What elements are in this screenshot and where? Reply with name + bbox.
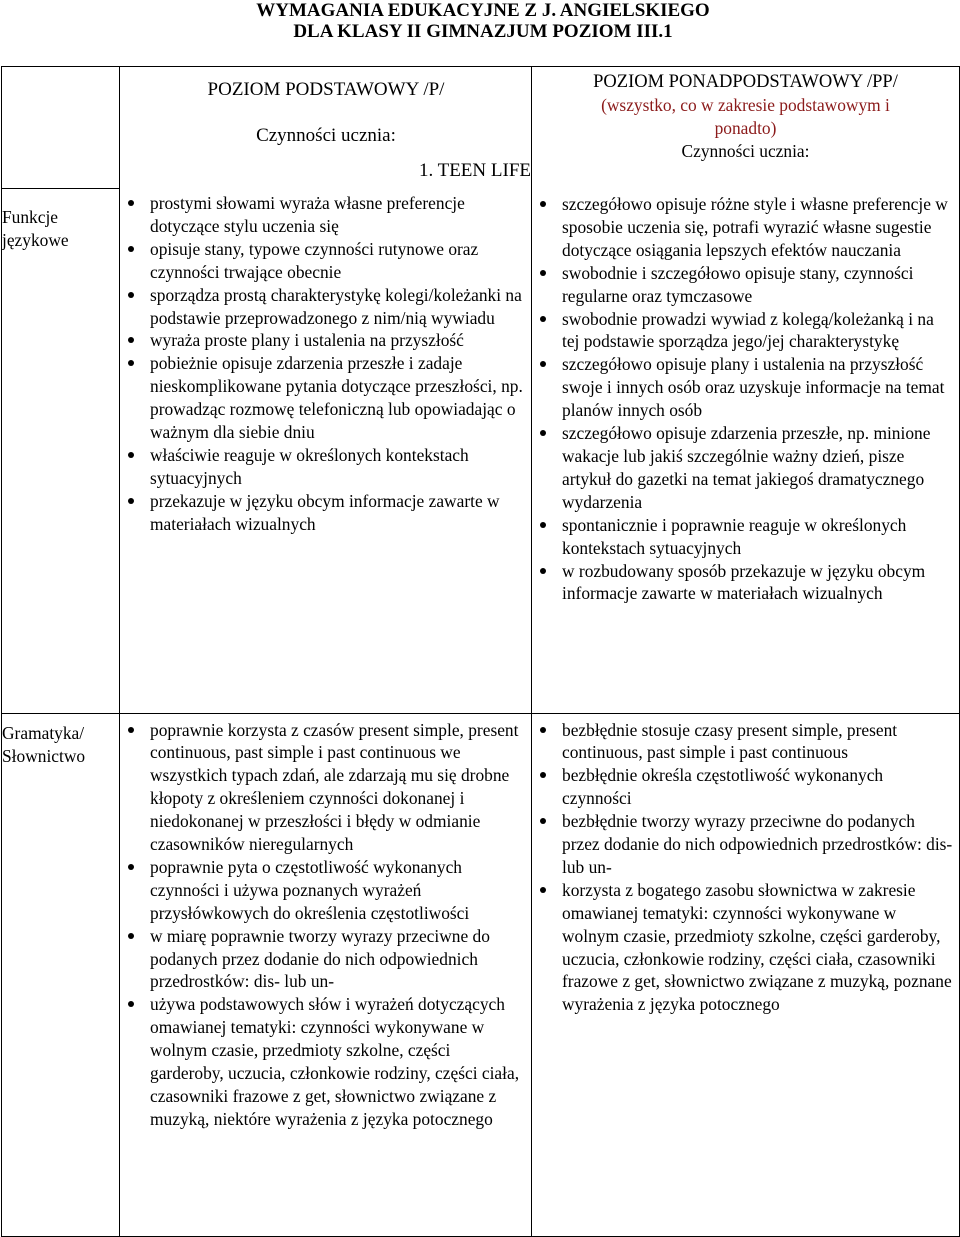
list-item: w rozbudowany sposób przekazuje w języku obcym informacje zawarte w materiałach wizualnych xyxy=(532,560,953,606)
list-item: pobieżnie opisuje zdarzenia przeszłe i zadaje nieskomplikowane pytania dotyczące przeszłości, np. prowadząc rozmowę telefoniczną lub opowiadając o ważnym dla siebie dniu xyxy=(120,352,525,444)
header-row xyxy=(2,67,960,189)
section-title: 1. TEEN LIFE xyxy=(418,160,531,181)
advanced-level-header xyxy=(532,67,960,189)
list-item: używa podstawowych słów i wyrażeń dotyczących omawianej tematyki: czynności wykonywane w wolnym czasie, przedmioty szkolne, części garderoby, uczucia, członkowie rodziny, części ciała, czasowniki frazowe z get, słownictwo związane z muzyką, niektóre wyrażenia z języka potocznego xyxy=(120,993,525,1130)
header-empty-cell xyxy=(2,67,120,189)
grammar-label-line1: Gramatyka/ xyxy=(2,722,85,743)
advanced-level-title: POZIOM PONADPODSTAWOWY /PP/ xyxy=(593,72,898,92)
list-item: spontanicznie i poprawnie reaguje w określonych kontekstach sytuacyjnych xyxy=(532,514,953,560)
functions-advanced-list xyxy=(532,193,953,605)
functions-label-line2: językowe xyxy=(2,229,69,250)
functions-label-line1: Funkcje xyxy=(2,206,59,227)
list-item: szczegółowo opisuje zdarzenia przeszłe, np. minione wakacje lub jakiś szczególnie ważny dzień, pisze artykuł do gazetki na temat jakiegoś dramatycznego wydarzenia xyxy=(532,422,953,514)
list-item: w miarę poprawnie tworzy wyrazy przeciwne do podanych przez dodanie do nich odpowiednich przedrostków: dis- lub un- xyxy=(120,925,525,994)
list-item: bezbłędnie stosuje czasy present simple, present continuous, past simple i past continuous xyxy=(532,719,953,765)
basic-activities-label: Czynności ucznia: xyxy=(256,125,396,146)
list-item: poprawnie pyta o częstotliwość wykonanych czynności i używa poznanych wyrażeń przysłówkowych do określenia częstotliwości xyxy=(120,856,525,925)
functions-row xyxy=(2,188,960,713)
document-title xyxy=(0,0,960,42)
list-item: prostymi słowami wyraża własne preferencje dotyczące stylu uczenia się xyxy=(120,192,525,238)
basic-level-header xyxy=(120,67,532,189)
grammar-basic-list xyxy=(120,719,525,1131)
grammar-advanced-list xyxy=(532,719,953,1017)
list-item: poprawnie korzysta z czasów present simple, present continuous, past simple i past continuous we wszystkich typach zdań, ale zdarzają mu się drobne kłopoty z określeniem czynności dokonanej i niedokonanej w przeszłości i błędy w odmianie czasowników nieregularnych xyxy=(120,719,525,856)
grammar-label xyxy=(2,713,120,1236)
list-item: bezbłędnie określa częstotliwość wykonanych czynności xyxy=(532,764,953,810)
list-item: opisuje stany, typowe czynności rutynowe oraz czynności trwające obecnie xyxy=(120,238,525,284)
list-item: korzysta z bogatego zasobu słownictwa w zakresie omawianej tematyki: czynności wykonywane w wolnym czasie, przedmioty szkolne, części garderoby, uczucia, członkowie rodziny, części ciała, czasowniki frazowe z get, słownictwo związane z muzyką, poznane wyrażenia z języka potocznego xyxy=(532,879,953,1016)
grammar-label-line2: Słownictwo xyxy=(2,745,86,766)
advanced-activities-label: Czynności ucznia: xyxy=(681,140,810,161)
list-item: bezbłędnie tworzy wyrazy przeciwne do podanych przez dodanie do nich odpowiednich przedrostków: dis- lub un- xyxy=(532,810,953,879)
functions-basic-list xyxy=(120,192,525,536)
grammar-basic-cell xyxy=(120,713,532,1236)
basic-level-title: POZIOM PODSTAWOWY /P/ xyxy=(207,79,445,100)
functions-advanced-cell xyxy=(532,188,960,713)
title-line-1: WYMAGANIA EDUKACYJNE Z J. ANGIELSKIEGO xyxy=(256,0,710,21)
list-item: szczegółowo opisuje różne style i własne preferencje w sposobie uczenia się, potrafi wyrazić własne sugestie dotyczące osiągania lepszych efektów nauczania xyxy=(532,193,953,262)
list-item: swobodnie i szczegółowo opisuje stany, czynności regularne oraz tymczasowe xyxy=(532,262,953,308)
list-item: szczegółowo opisuje plany i ustalenia na przyszłość swoje i innych osób oraz uzyskuje informacje na temat planów innych osób xyxy=(532,353,953,422)
grammar-advanced-cell xyxy=(532,713,960,1236)
list-item: wyraża proste plany i ustalenia na przyszłość xyxy=(120,329,525,352)
functions-label xyxy=(2,188,120,713)
list-item: swobodnie prowadzi wywiad z kolegą/koleżanką i na tej podstawie sporządza jego/jej charakterystykę xyxy=(532,308,953,354)
grammar-row xyxy=(2,713,960,1236)
functions-basic-cell xyxy=(120,188,532,713)
requirements-table xyxy=(1,66,960,1237)
list-item: przekazuje w języku obcym informacje zawarte w materiałach wizualnych xyxy=(120,490,525,536)
list-item: właściwie reaguje w określonych kontekstach sytuacyjnych xyxy=(120,444,525,490)
advanced-level-note: (wszystko, co w zakresie podstawowym i ponadto) xyxy=(601,94,890,138)
list-item: sporządza prostą charakterystykę kolegi/koleżanki na podstawie przeprowadzonego z nim/nią wywiadu xyxy=(120,284,525,330)
title-line-2: DLA KLASY II GIMNAZJUM POZIOM III.1 xyxy=(293,21,673,42)
